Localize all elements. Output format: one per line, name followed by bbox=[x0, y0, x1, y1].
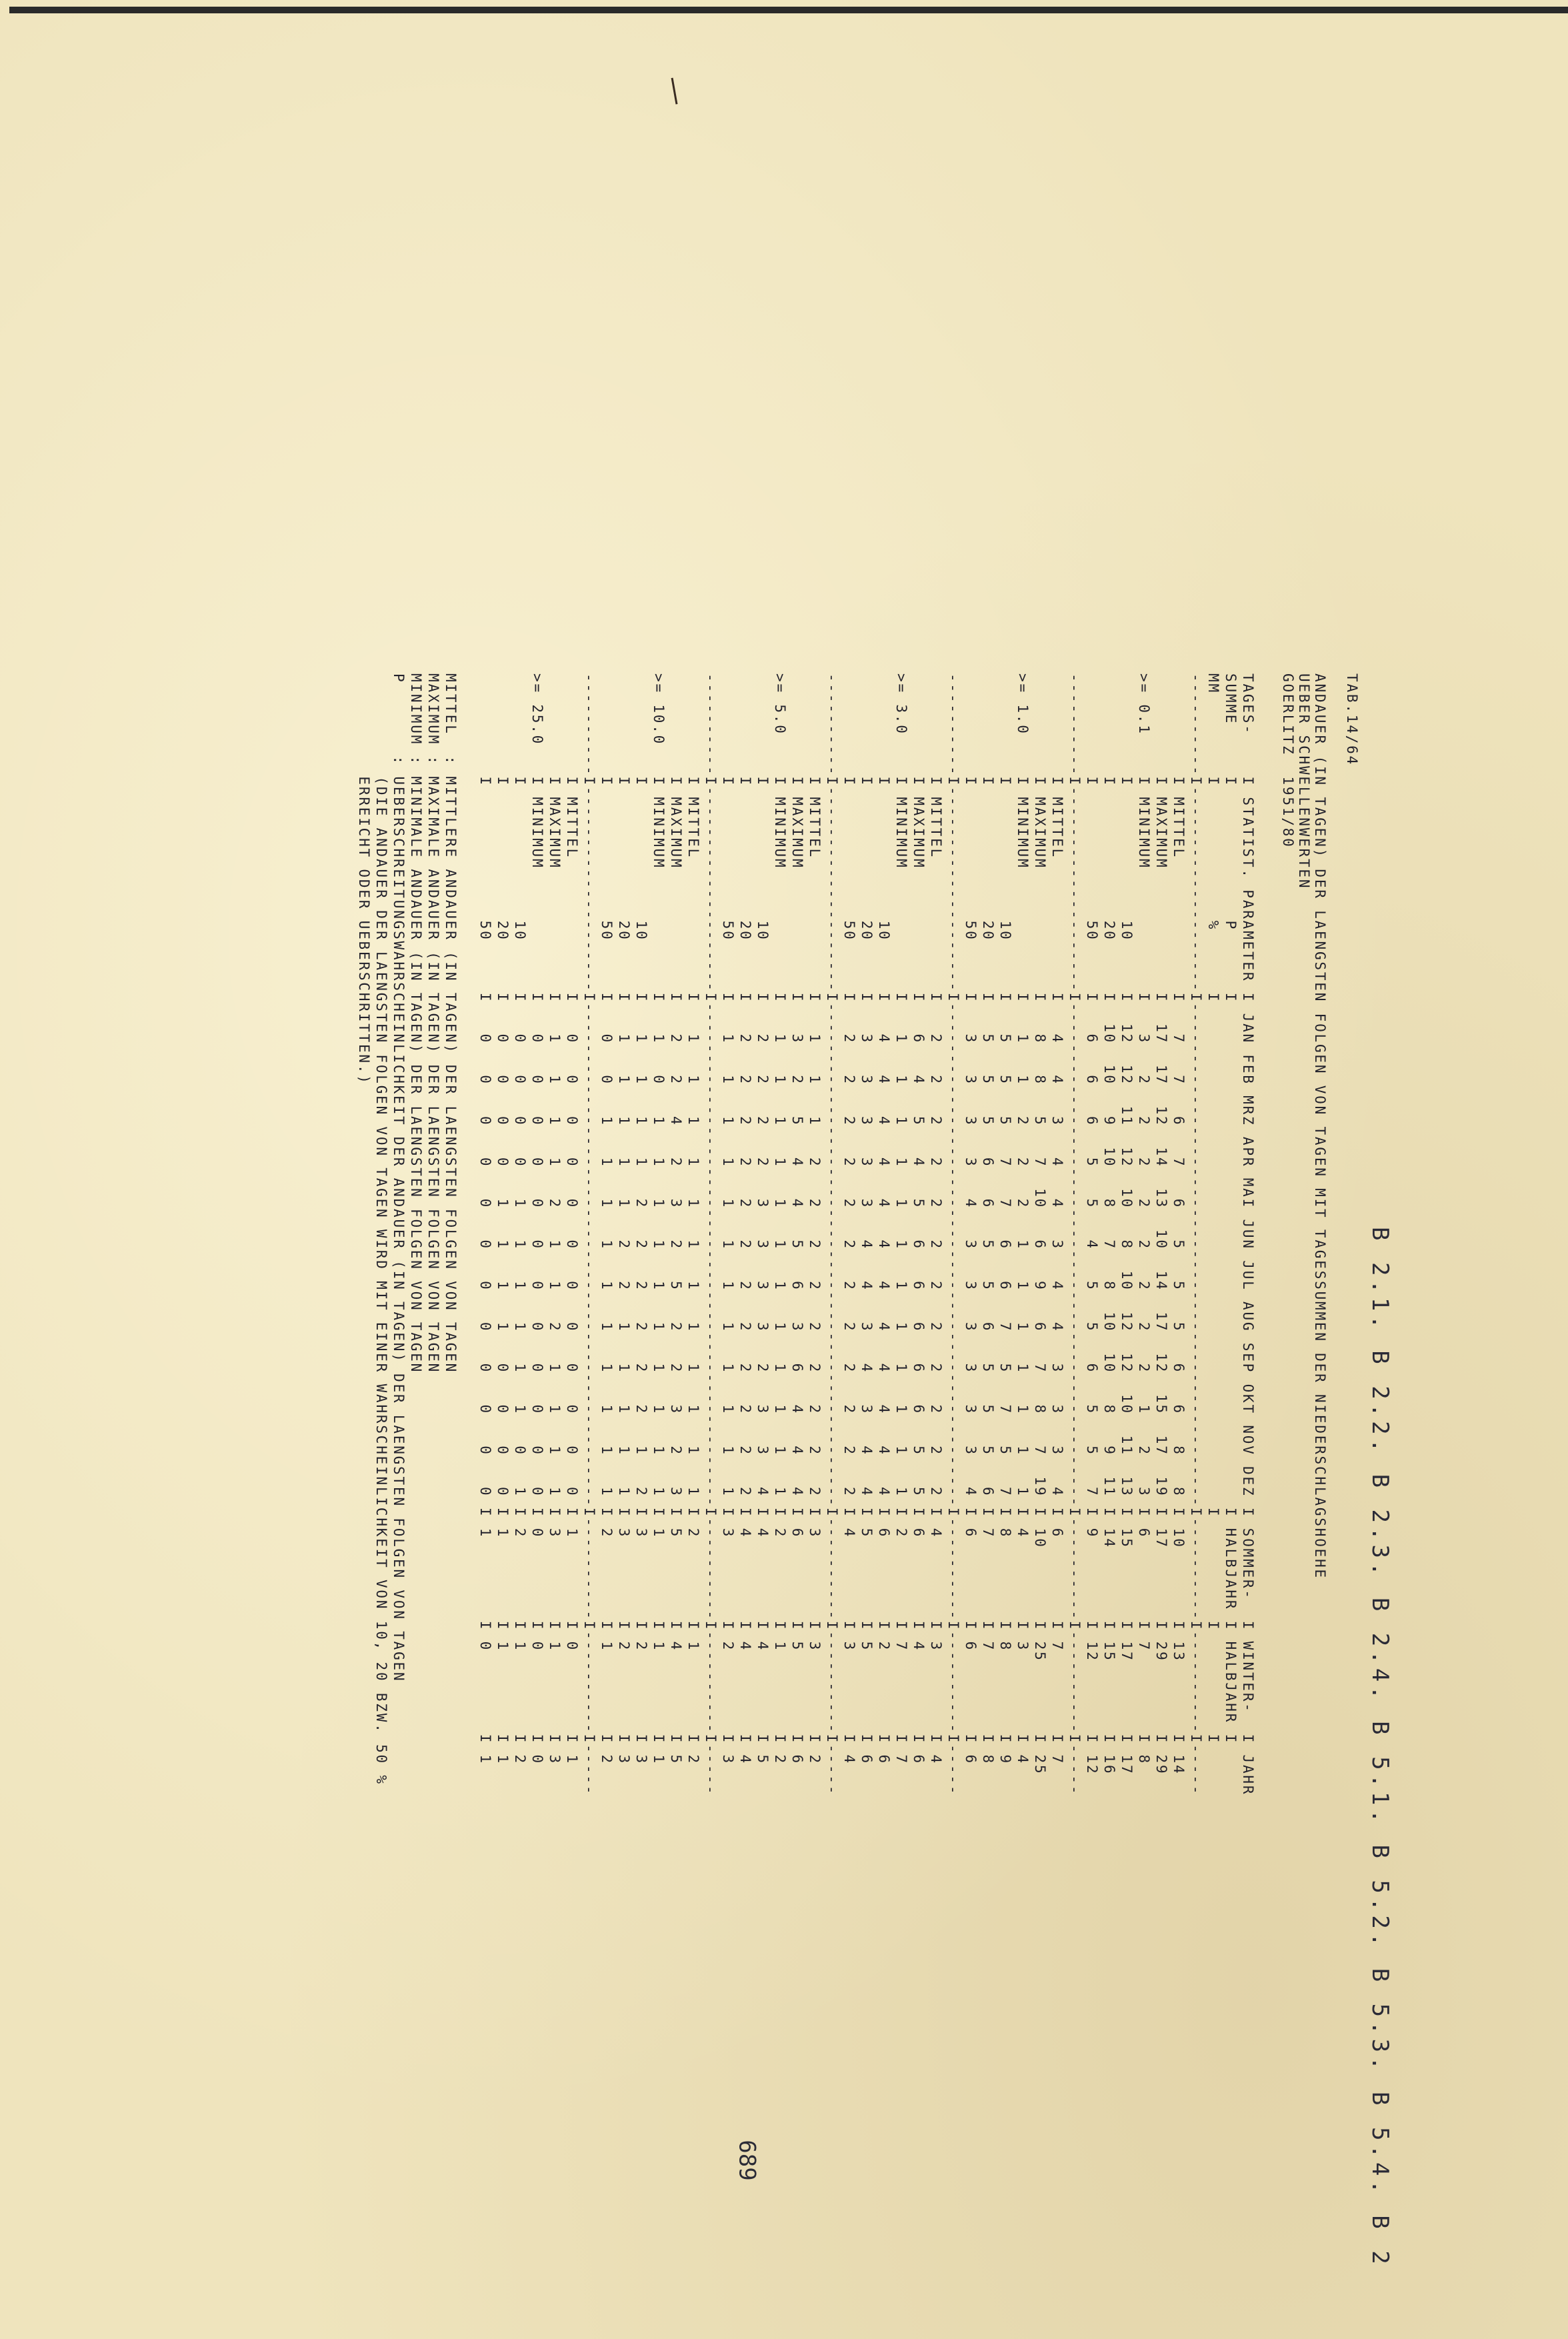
table-title: ANDAUER (IN TAGEN) DER LAENGSTEN FOLGEN VON TAGEN MIT TAGESSUMMEN DER NIEDERSCHLAGSHOEHE bbox=[1312, 673, 1328, 1580]
separator: ----------I--------------------I-------------------------------------------------I----------I----------I----- bbox=[824, 673, 840, 1796]
table-row: I MITTEL I 4 4 3 4 4 3 4 4 3 3 3 4 I 6 I 7 I 7 bbox=[1049, 673, 1065, 1765]
page-number: 689 bbox=[733, 2140, 761, 2181]
table-subtitle: UEBER SCHWELLENWERTEN bbox=[1296, 673, 1312, 890]
printout-body bbox=[293, 673, 1373, 2100]
separator: ----------I--------------------I-------------------------------------------------I----------I----------I----- bbox=[1067, 673, 1083, 1796]
footnote: MINIMUM : MINIMALE ANDAUER (IN TAGEN) DER LAENGSTEN FOLGEN VON TAGEN bbox=[408, 673, 424, 1374]
table-row: I 50 I 0 0 0 0 0 0 0 0 0 0 0 0 I 1 I 0 I 1 bbox=[477, 673, 493, 1765]
table-row: I 20 I 5 5 5 6 6 5 5 6 5 5 5 6 I 7 I 7 I 8 bbox=[980, 673, 996, 1765]
table-row: >= 10.0 I MINIMUM I 1 0 1 1 1 1 1 1 1 1 1 1 I 1 I 1 I 1 bbox=[651, 673, 667, 1765]
table-row: I 50 I 1 1 1 1 1 1 1 1 1 1 1 1 I 3 I 2 I 3 bbox=[720, 673, 736, 1765]
station-period: GOERLITZ 1951/80 bbox=[1280, 673, 1296, 849]
table-row: I MITTEL I 1 1 1 1 1 1 1 1 1 1 1 1 I 2 I 1 I 2 bbox=[685, 673, 701, 1765]
rotated-printout bbox=[293, 673, 1373, 2100]
table-row: I MITTEL I 7 7 6 7 6 5 5 5 6 6 8 8 I 10 I 13 I 14 bbox=[1171, 673, 1187, 1776]
separator: ----------I--------------------I-------------------------------------------------I----------I----------I----- bbox=[581, 673, 597, 1796]
table-row: I MAXIMUM I 8 8 5 7 10 6 9 6 7 8 7 19 I 10 I 25 I 25 bbox=[1032, 673, 1048, 1776]
table-row: I MITTEL I 0 0 0 0 0 0 0 0 0 0 0 0 I 1 I 0 I 1 bbox=[564, 673, 580, 1765]
table-row: I MAXIMUM I 2 2 4 2 3 2 5 2 2 3 2 3 I 5 I 4 I 5 bbox=[668, 673, 684, 1765]
table-row: I 10 I 12 12 11 12 10 8 10 12 12 10 11 13 I 15 I 17 I 17 bbox=[1119, 673, 1135, 1776]
table-row: I 10 I 4 4 4 4 4 4 4 4 4 4 4 4 I 6 I 2 I 6 bbox=[876, 673, 892, 1765]
table-row: I MAXIMUM I 3 2 5 4 4 5 6 3 6 4 4 4 I 6 I 5 I 6 bbox=[789, 673, 805, 1765]
header-row-2: SUMME I P I I HALBJAHR I HALBJAHR I bbox=[1223, 673, 1239, 1745]
table-row: >= 1.0 I MINIMUM I 1 1 2 2 2 1 1 1 1 1 1 1 I 4 I 3 I 4 bbox=[1015, 673, 1031, 1765]
table-row: I MAXIMUM I 1 1 1 1 2 1 1 2 1 1 1 1 I 3 I 1 I 3 bbox=[547, 673, 563, 1765]
table-row: >= 5.0 I MINIMUM I 1 1 1 1 1 1 1 1 1 1 1 1 I 2 I 1 I 2 bbox=[772, 673, 788, 1765]
table-row: I 50 I 3 3 3 3 4 3 3 3 3 3 3 4 I 6 I 6 I 6 bbox=[963, 673, 979, 1765]
separator: ----------I--------------------I-------------------------------------------------I----------I----------I----- bbox=[1188, 673, 1204, 1796]
table-row: I 50 I 6 6 6 5 5 4 5 5 6 5 5 7 I 9 I 12 I 12 bbox=[1084, 673, 1100, 1776]
table-row: I 20 I 0 0 0 0 1 1 1 1 0 0 0 0 I 1 I 1 I 1 bbox=[495, 673, 511, 1765]
header-row-3: MM I % I I I I bbox=[1205, 673, 1221, 1745]
table-row: I 10 I 1 1 1 1 2 2 2 2 2 2 1 2 I 3 I 2 I 3 bbox=[633, 673, 649, 1765]
table-row: I 20 I 10 10 9 10 8 7 8 10 10 8 9 11 I 14 I 15 I 16 bbox=[1101, 673, 1117, 1776]
footnote: P : UEBERSCHREITUNGSWAHRSCHEINLICHKEIT DER ANDAUER (IN TAGEN) DER LAENGSTEN FOLGEN VON TAGEN bbox=[391, 673, 407, 1683]
table-row: I 50 I 2 2 2 2 2 2 2 2 2 2 2 2 I 4 I 3 I 4 bbox=[841, 673, 857, 1765]
table-row: I 50 I 0 0 1 1 1 1 1 1 1 1 1 1 I 2 I 1 I 2 bbox=[599, 673, 615, 1765]
scan-top-edge bbox=[9, 7, 1568, 13]
table-row: I 10 I 0 0 0 0 1 1 1 1 1 1 0 1 I 2 I 1 I 2 bbox=[512, 673, 528, 1765]
table-row: I MITTEL I 2 2 2 2 2 2 2 2 2 2 2 2 I 4 I 3 I 4 bbox=[928, 673, 944, 1765]
table-row: I 10 I 2 2 2 2 3 3 3 3 2 3 3 4 I 4 I 4 I 5 bbox=[755, 673, 771, 1765]
separator: ----------I--------------------I-------------------------------------------------I----------I----------I----- bbox=[945, 673, 961, 1796]
separator: ----------I--------------------I-------------------------------------------------I----------I----------I----- bbox=[703, 673, 719, 1796]
table-row: >= 3.0 I MINIMUM I 1 1 1 1 1 1 1 1 1 1 1 1 I 2 I 7 I 7 bbox=[893, 673, 909, 1765]
table-row: >= 0.1 I MINIMUM I 3 2 2 2 2 2 2 2 2 1 2 3 I 6 I 7 I 8 bbox=[1136, 673, 1152, 1765]
table-row: I 20 I 2 2 2 2 2 2 2 2 2 2 2 2 I 4 I 4 I 4 bbox=[737, 673, 753, 1765]
table-row: I 20 I 3 3 3 3 3 4 4 3 4 3 4 4 I 5 I 5 I 6 bbox=[859, 673, 875, 1765]
table-row: I MAXIMUM I 17 17 12 14 13 10 14 17 12 15 17 19 I 17 I 29 I 29 bbox=[1153, 673, 1169, 1776]
footnote: ERREICHT ODER UEBERSCHRITTEN.) bbox=[356, 673, 372, 1085]
table-row: I MITTEL I 1 1 1 2 2 2 2 2 2 2 2 2 I 3 I 3 I 2 bbox=[807, 673, 823, 1765]
table-row: I 10 I 5 5 5 7 7 6 6 7 5 7 5 7 I 8 I 8 I 9 bbox=[997, 673, 1013, 1765]
table-row: I 20 I 1 1 1 1 1 2 2 1 1 1 1 1 I 3 I 2 I 3 bbox=[616, 673, 632, 1765]
footnote: MITTEL : MITTLERE ANDAUER (IN TAGEN) DER LAENGSTEN FOLGEN VON TAGEN bbox=[443, 673, 459, 1374]
classification-codes: B 2.1. B 2.2. B 2.3. B 2.4. B 5.1. B 5.2. B 5.3. B 5.4. B 2 bbox=[1367, 1227, 1393, 2268]
table-id: TAB.14/64 bbox=[1344, 673, 1360, 766]
footnote: MAXIMUM : MAXIMALE ANDAUER (IN TAGEN) DER LAENGSTEN FOLGEN VON TAGEN bbox=[425, 673, 441, 1374]
table-row: >= 25.0 I MINIMUM I 0 0 0 0 0 0 0 0 0 0 0 0 I 0 I 0 I 0 bbox=[529, 673, 545, 1765]
footnote: (DIE ANDAUER DER LAENGSTEN FOLGEN VON TAGEN WIRD MIT EINER WAHRSCHEINLICHKEIT VON 10, 20 BZW. 50 % bbox=[373, 673, 389, 1786]
table-row: I MAXIMUM I 6 4 5 4 5 6 6 6 6 6 5 5 I 6 I 4 I 6 bbox=[911, 673, 927, 1765]
header-row-1: TAGES- I STATIST. PARAMETER I JAN FEB MRZ APR MAI JUN JUL AUG SEP OKT NOV DEZ I SOMMER- I WINTER- I JAHR bbox=[1240, 673, 1256, 1796]
